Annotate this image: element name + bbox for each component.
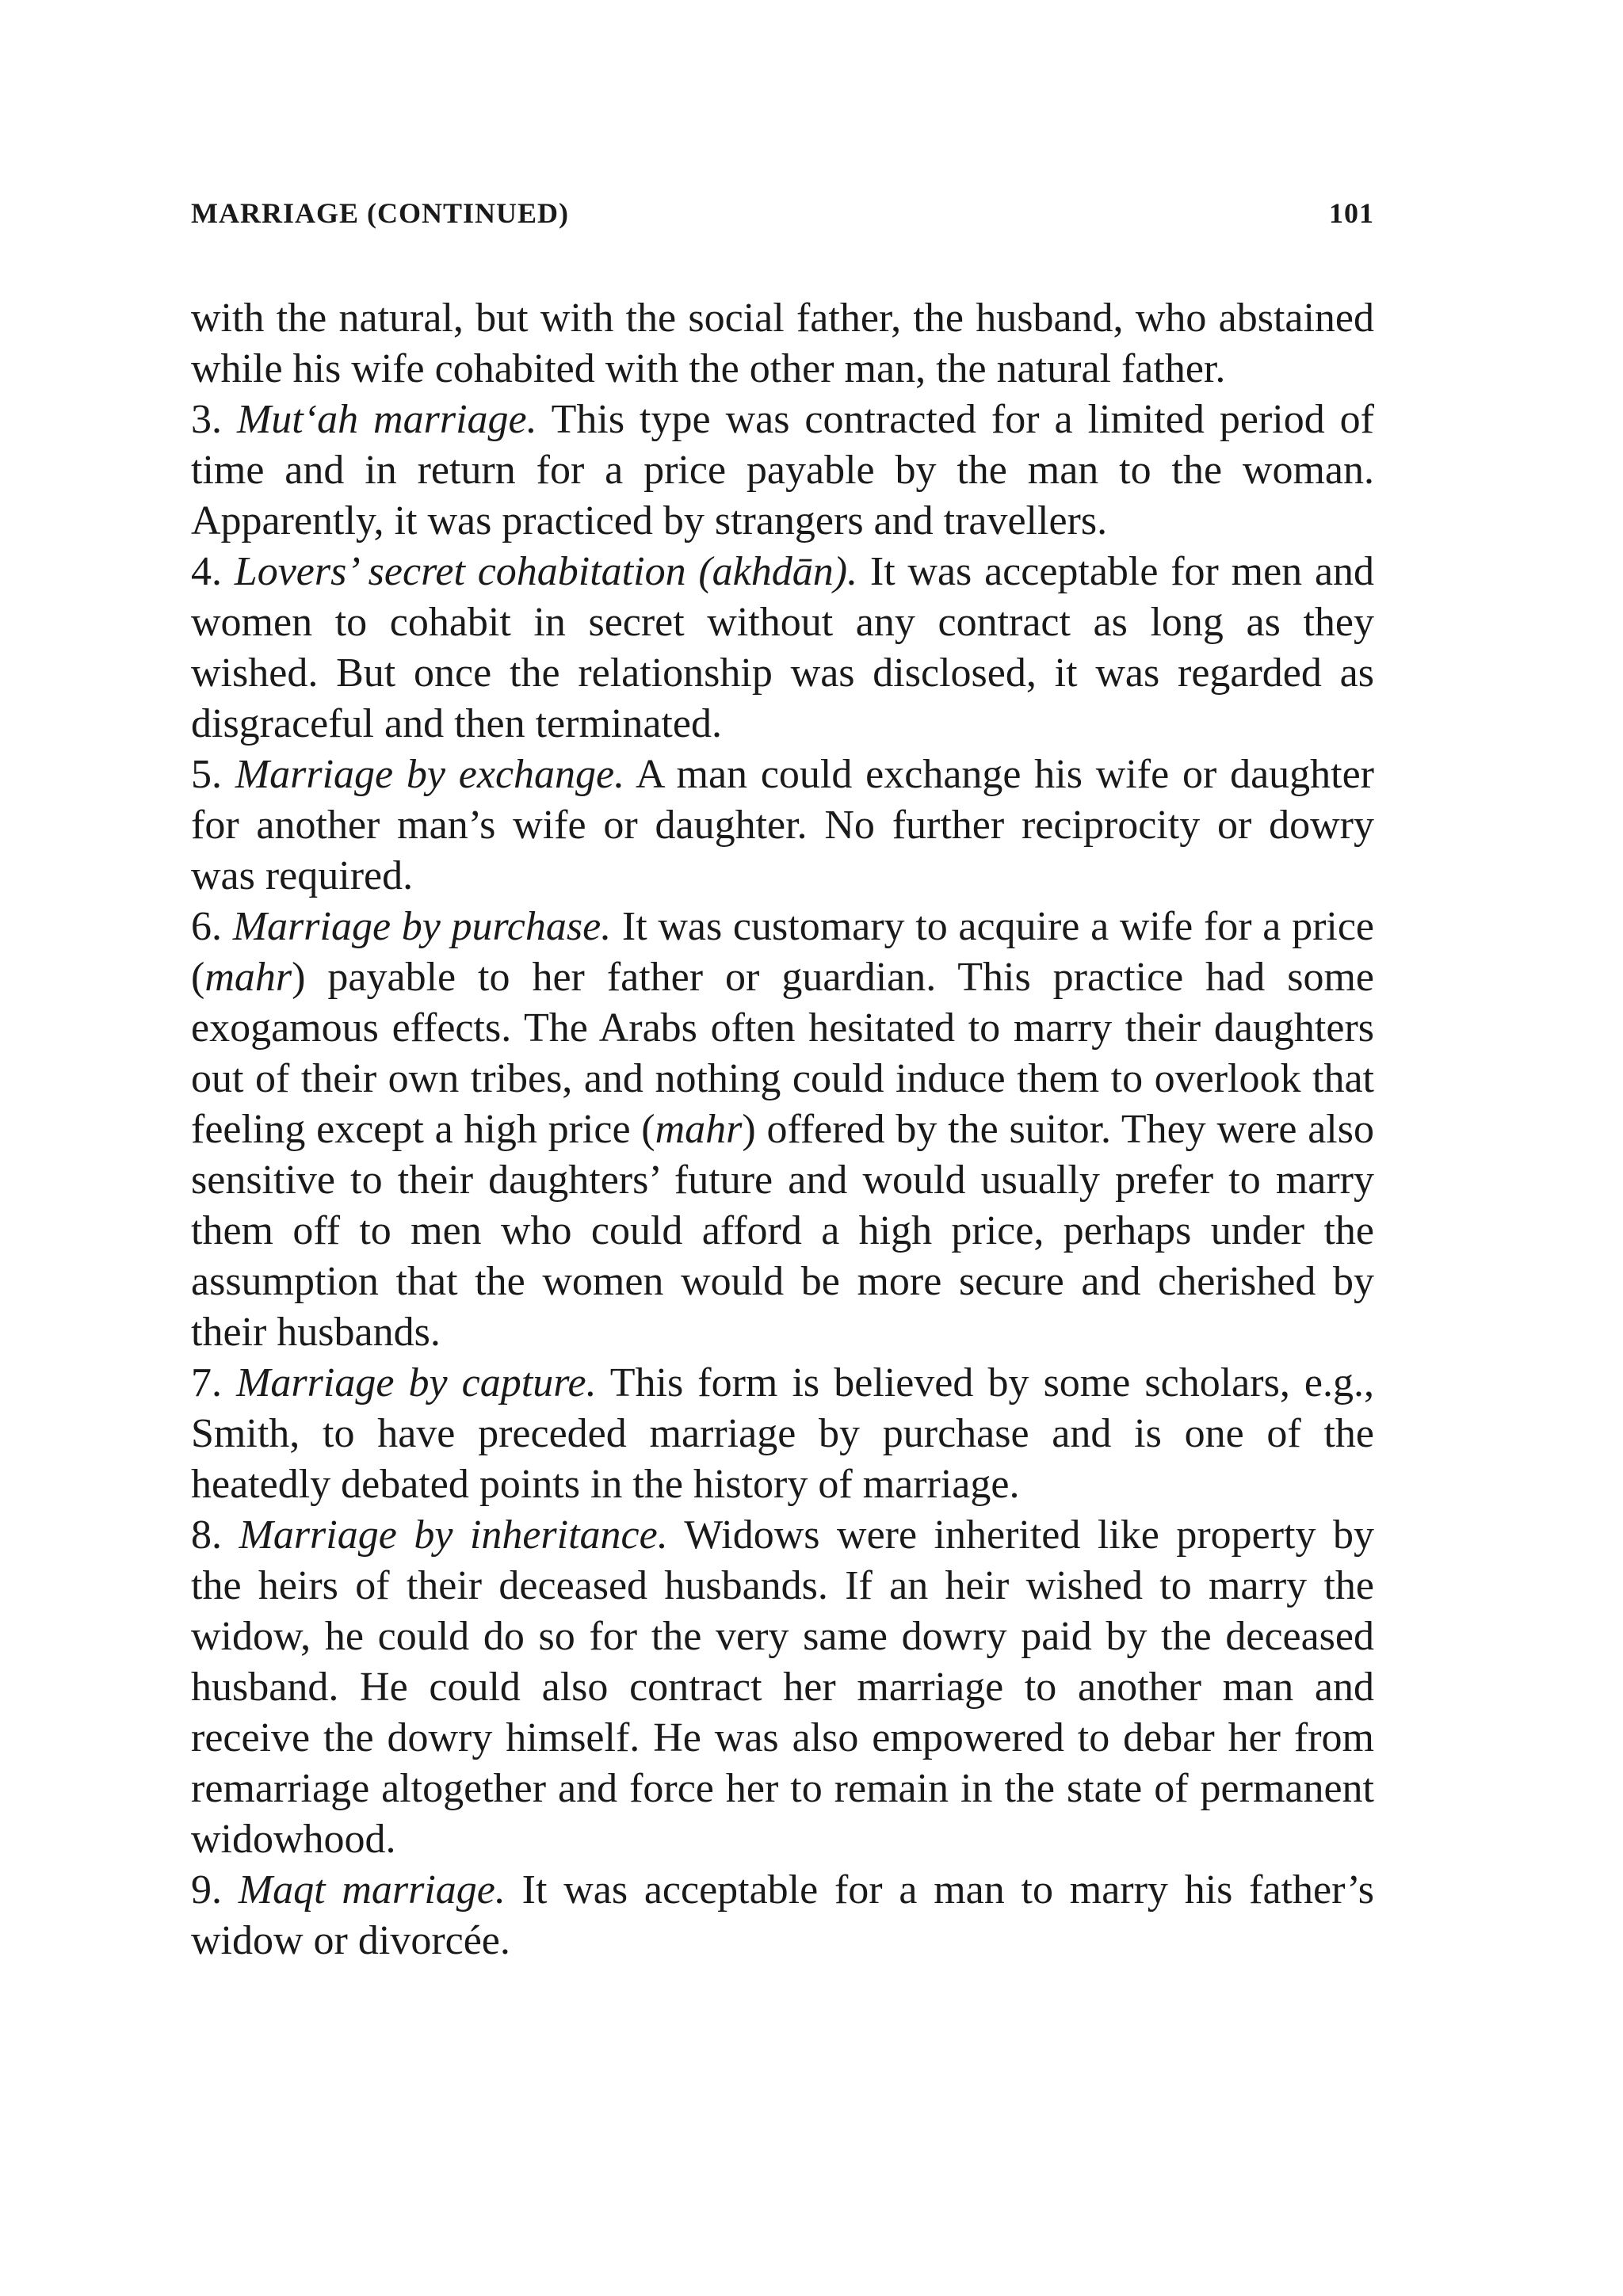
item-title: Marriage by inheritance. bbox=[239, 1512, 668, 1558]
list-item-marriage-by-purchase bbox=[191, 902, 1374, 1358]
list-item-secret-cohabitation bbox=[191, 547, 1374, 749]
item-number: 9. bbox=[191, 1867, 222, 1913]
item-number: 6. bbox=[191, 904, 222, 949]
item-text-part: ) offered by the suitor. They were also sensitive to their daughters’ future and would usually prefer to marry them off to men who could afford a high price, perhaps under the assumption that the women would be more secure and cherished by their husbands. bbox=[191, 1107, 1374, 1355]
page-number: 101 bbox=[1329, 197, 1374, 229]
item-title: Marriage by capture. bbox=[236, 1360, 597, 1405]
item-title: Maqt marriage. bbox=[238, 1867, 506, 1913]
item-text-part: ) payable to her father or guardian. This practice had some exogamous effects. The Arabs often hesitated to marry their daughters out of their own tribes, and nothing could induce them to overlook that feeling except a high price ( bbox=[191, 955, 1374, 1152]
running-head bbox=[191, 196, 1374, 236]
list-item-maqt-marriage bbox=[191, 1865, 1374, 1966]
item-title: Mut‘ah marriage. bbox=[236, 397, 537, 442]
item-text-part: It was customary to acquire a wife for a price ( bbox=[191, 904, 1374, 1000]
item-number: 5. bbox=[191, 752, 222, 797]
chapter-title: MARRIAGE (CONTINUED) bbox=[191, 197, 569, 229]
item-title: Lovers’ secret cohabitation (akhdān). bbox=[234, 549, 858, 594]
item-text: Widows were inherited like property by the heirs of their deceased husbands. If an heir wished to marry the widow, he could do so for the very same dowry paid by the deceased husband. He could also contract her marriage to another man and receive the dowry himself. He was also empowered to debar her from remarriage altogether and force her to remain in the state of permanent widowhood. bbox=[191, 1512, 1374, 1862]
item-number: 4. bbox=[191, 549, 222, 594]
item-text: It was acceptable for men and women to cohabit in secret without any contract as long as they wished. But once the relationship was disclosed, it was regarded as disgraceful and then terminated. bbox=[191, 549, 1375, 746]
term-mahr: mahr bbox=[204, 955, 292, 1000]
list-item-marriage-by-capture bbox=[191, 1358, 1374, 1510]
item-text: This form is believed by some scholars, e.g., Smith, to have preceded marriage by purchase and is one of the heatedly debated points in the history of marriage. bbox=[191, 1360, 1374, 1507]
body-text bbox=[191, 293, 1374, 1966]
list-item-mutah-marriage bbox=[191, 395, 1374, 547]
list-item-marriage-by-inheritance bbox=[191, 1510, 1374, 1865]
item-number: 8. bbox=[191, 1512, 222, 1558]
item-text: It was acceptable for a man to marry his father’s widow or divorcée. bbox=[191, 1867, 1374, 1963]
paragraph-text: with the natural, but with the social father, the husband, who abstained while his wife cohabited with the other man, the natural father. bbox=[191, 296, 1374, 391]
item-title: Marriage by purchase. bbox=[232, 904, 612, 949]
paragraph-continuation bbox=[191, 293, 1374, 395]
item-number: 7. bbox=[191, 1360, 222, 1405]
term-mahr: mahr bbox=[655, 1107, 743, 1152]
list-item-marriage-by-exchange bbox=[191, 749, 1374, 902]
item-text: A man could exchange his wife or daughter for another man’s wife or daughter. No further reciprocity or dowry was required. bbox=[191, 752, 1374, 898]
item-title: Marriage by exchange. bbox=[235, 752, 625, 797]
item-text: This type was contracted for a limited period of time and in return for a price payable by the man to the woman. Apparently, it was practiced by strangers and travellers. bbox=[191, 397, 1375, 543]
item-number: 3. bbox=[191, 397, 222, 442]
